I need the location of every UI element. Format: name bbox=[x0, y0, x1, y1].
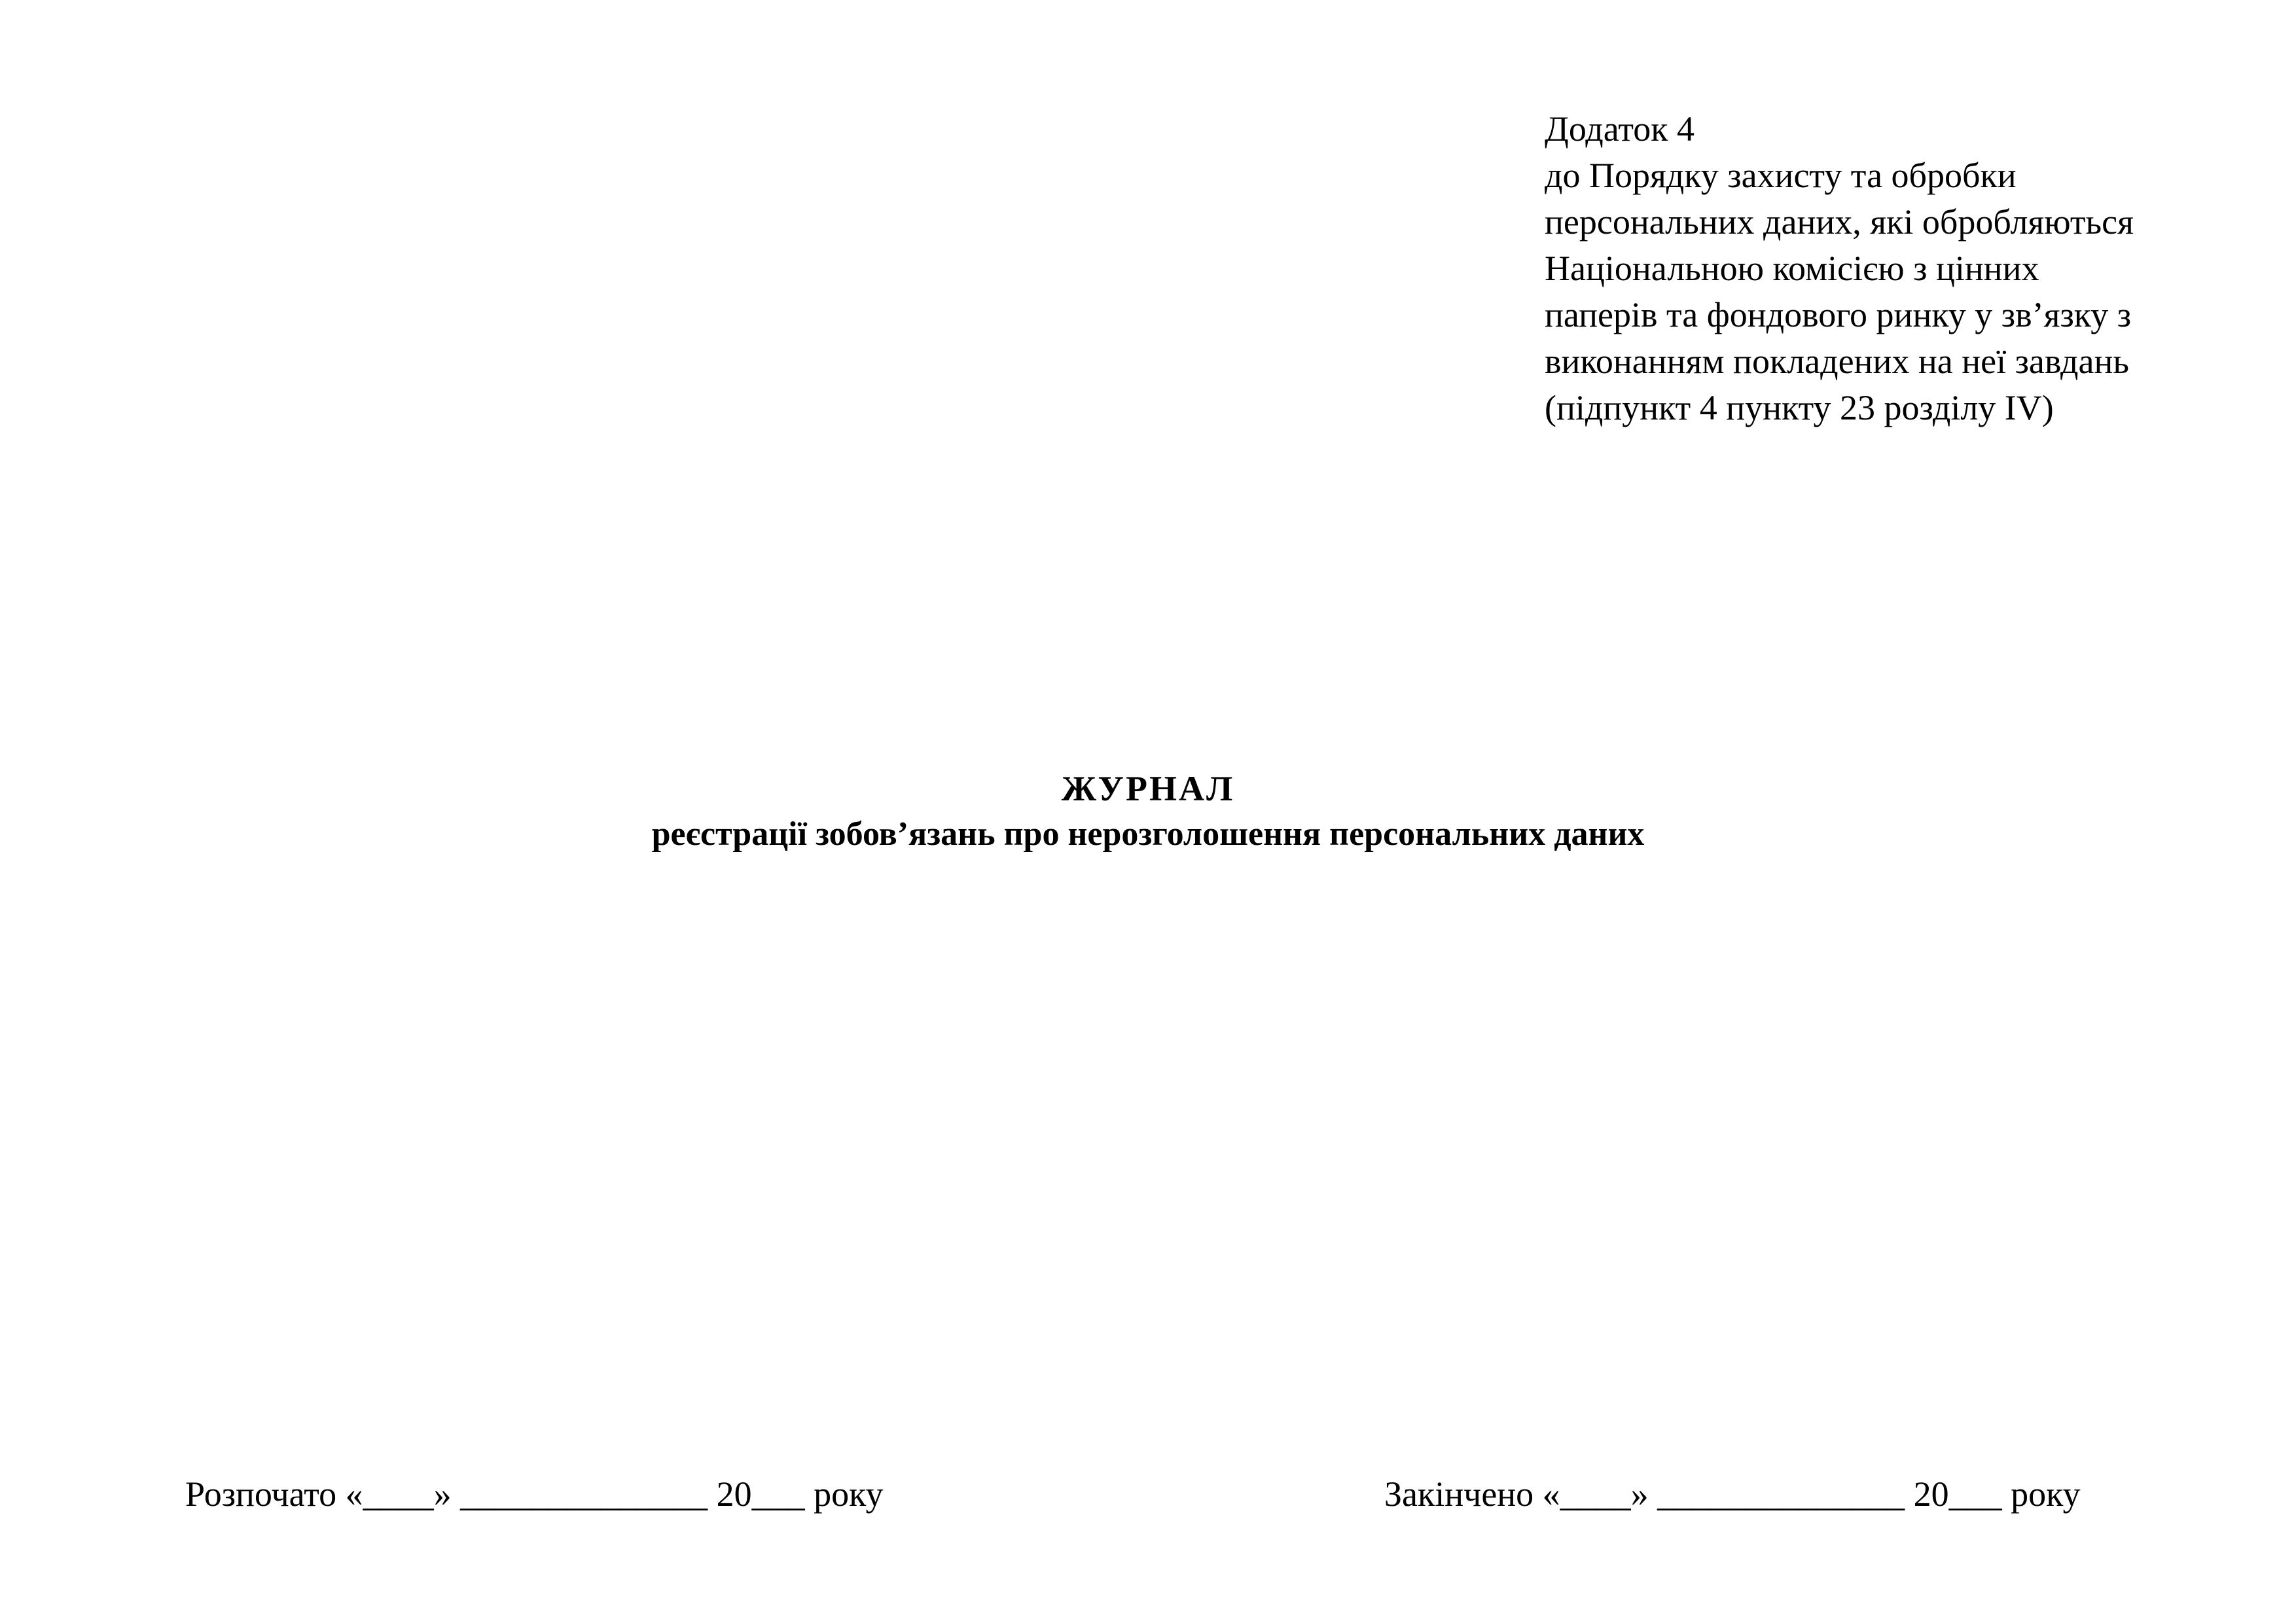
document-title bbox=[0, 766, 2296, 857]
annex-line: виконанням покладених на неї завдань bbox=[1545, 342, 2130, 381]
annex-line: Національною комісією з цінних bbox=[1545, 249, 2039, 288]
annex-line: паперів та фондового ринку у зв’язку з bbox=[1545, 295, 2132, 334]
annex-reference bbox=[1545, 106, 2265, 431]
annex-line: до Порядку захисту та обробки bbox=[1545, 156, 2017, 195]
annex-number: Додаток 4 bbox=[1545, 109, 1695, 149]
annex-line: персональних даних, які обробляються bbox=[1545, 202, 2134, 241]
journal-subtitle: реєстрації зобов’язань про нерозголошення персональних даних bbox=[651, 815, 1645, 853]
started-date-line: Розпочато «____» ______________ 20___ року bbox=[185, 1474, 884, 1514]
journal-heading: ЖУРНАЛ bbox=[1061, 769, 1235, 808]
finished-date-line: Закінчено «____» ______________ 20___ року bbox=[1384, 1474, 2081, 1514]
annex-line: (підпункт 4 пункту 23 розділу IV) bbox=[1545, 388, 2054, 427]
